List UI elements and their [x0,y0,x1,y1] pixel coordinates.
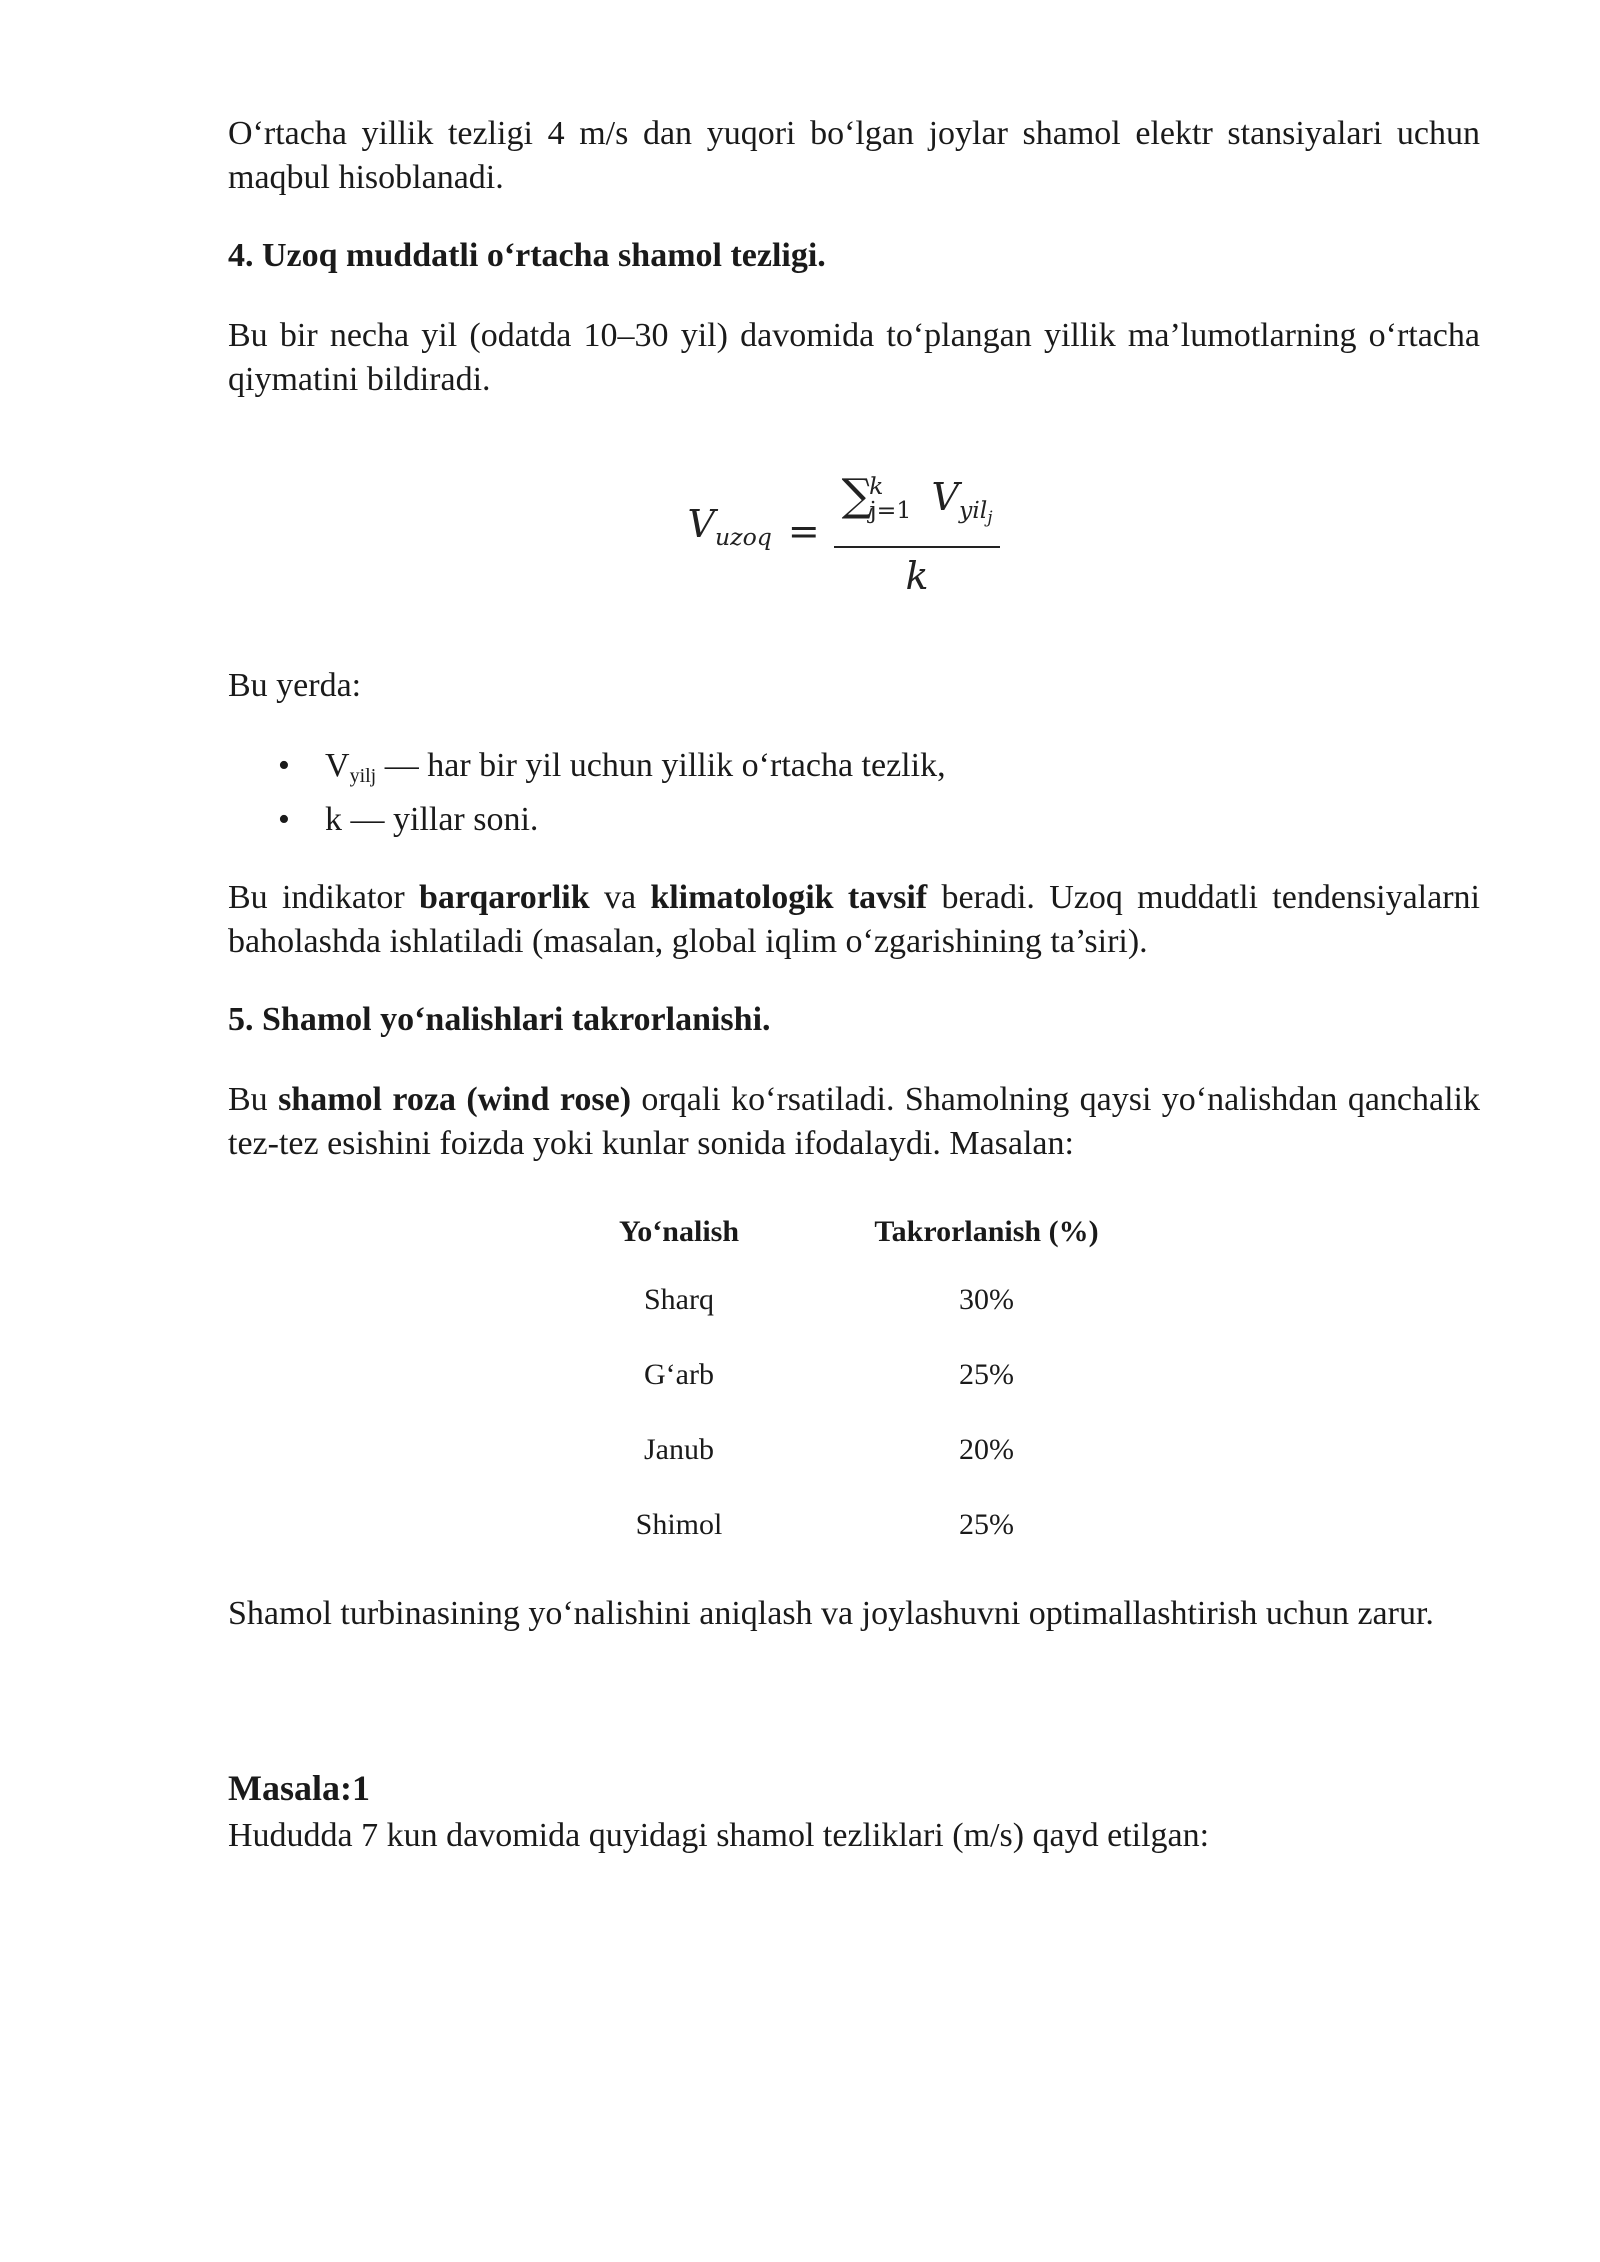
wind-direction-table [564,1210,1179,1562]
section-4-paragraph: Bu bir necha yil (odatda 10–30 yil) davomida to‘plangan yillik ma’lumotlarning o‘rtacha qiymatini bildiradi. [228,317,1480,398]
column-header-frequency: Takrorlanish (%) [874,1215,1099,1248]
intro-paragraph: O‘rtacha yillik tezligi 4 m/s dan yuqori bo‘lgan joylar shamol elektr stansiyalari uchun maqbul hisoblanadi. [228,115,1480,196]
table-header-row [564,1210,1179,1262]
formula-denominator: k [905,554,929,599]
table-cell: Sharq [644,1282,714,1316]
bullet-icon: • [278,747,290,784]
section-5-paragraph: Bu shamol roza (wind rose) orqali ko‘rsatiladi. Shamolning qaysi yo‘nalishdan qanchalik tez-tez esishini foizda yoki kunlar sonida ifodalaydi. Masalan: [228,1081,1480,1162]
list-item: • k — yillar soni. [228,798,1480,842]
table-row [564,1412,1179,1487]
table-row [564,1262,1179,1337]
variable-list [228,744,1480,842]
table-cell: Janub [644,1432,714,1466]
table-row [564,1337,1179,1412]
table-cell: 30% [959,1282,1014,1316]
column-header-direction: Yo‘nalish [618,1215,740,1248]
formula-equals: = [787,509,820,553]
section-5-closing: Shamol turbinasining yo‘nalishini aniqlash va joylashuvni optimallashtirish uchun zarur. [228,1595,1434,1632]
document-page [228,112,1480,1858]
table-row [564,1487,1179,1562]
bullet-icon: • [278,801,290,838]
formula-lhs: $V_{uzoq}$ [687,502,772,552]
list-item: • Vyilj — har bir yil uchun yillik o‘rtacha tezlik, [228,744,1480,798]
section-4-heading: 4. Uzoq muddatli o‘rtacha shamol tezligi. [228,237,826,274]
section-4-conclusion: Bu indikator barqarorlik va klimatologik tavsif beradi. Uzoq muddatli tendensiyalarni baholashda ishlatiladi (masalan, global iqlim o‘zgarishining ta’siri). [228,879,1480,960]
masala-title: Masala:1 [228,1768,370,1808]
formula-fraction [834,464,1001,599]
table-cell: 20% [959,1432,1014,1466]
masala-paragraph: Hududda 7 kun davomida quyidagi shamol tezliklari (m/s) qayd etilgan: [228,1817,1210,1854]
table-cell: Shimol [635,1507,723,1541]
formula-numerator: ∑$^k_{j=1}$ $V_{yil_j}$ [834,464,1001,549]
table-cell: G‘arb [644,1357,714,1391]
section-5-heading: 5. Shamol yo‘nalishlari takrorlanishi. [228,1001,771,1038]
long-term-average-formula [228,466,1480,599]
table-cell: 25% [959,1357,1014,1391]
table-cell: 25% [959,1507,1014,1541]
where-label: Bu yerda: [228,667,362,704]
